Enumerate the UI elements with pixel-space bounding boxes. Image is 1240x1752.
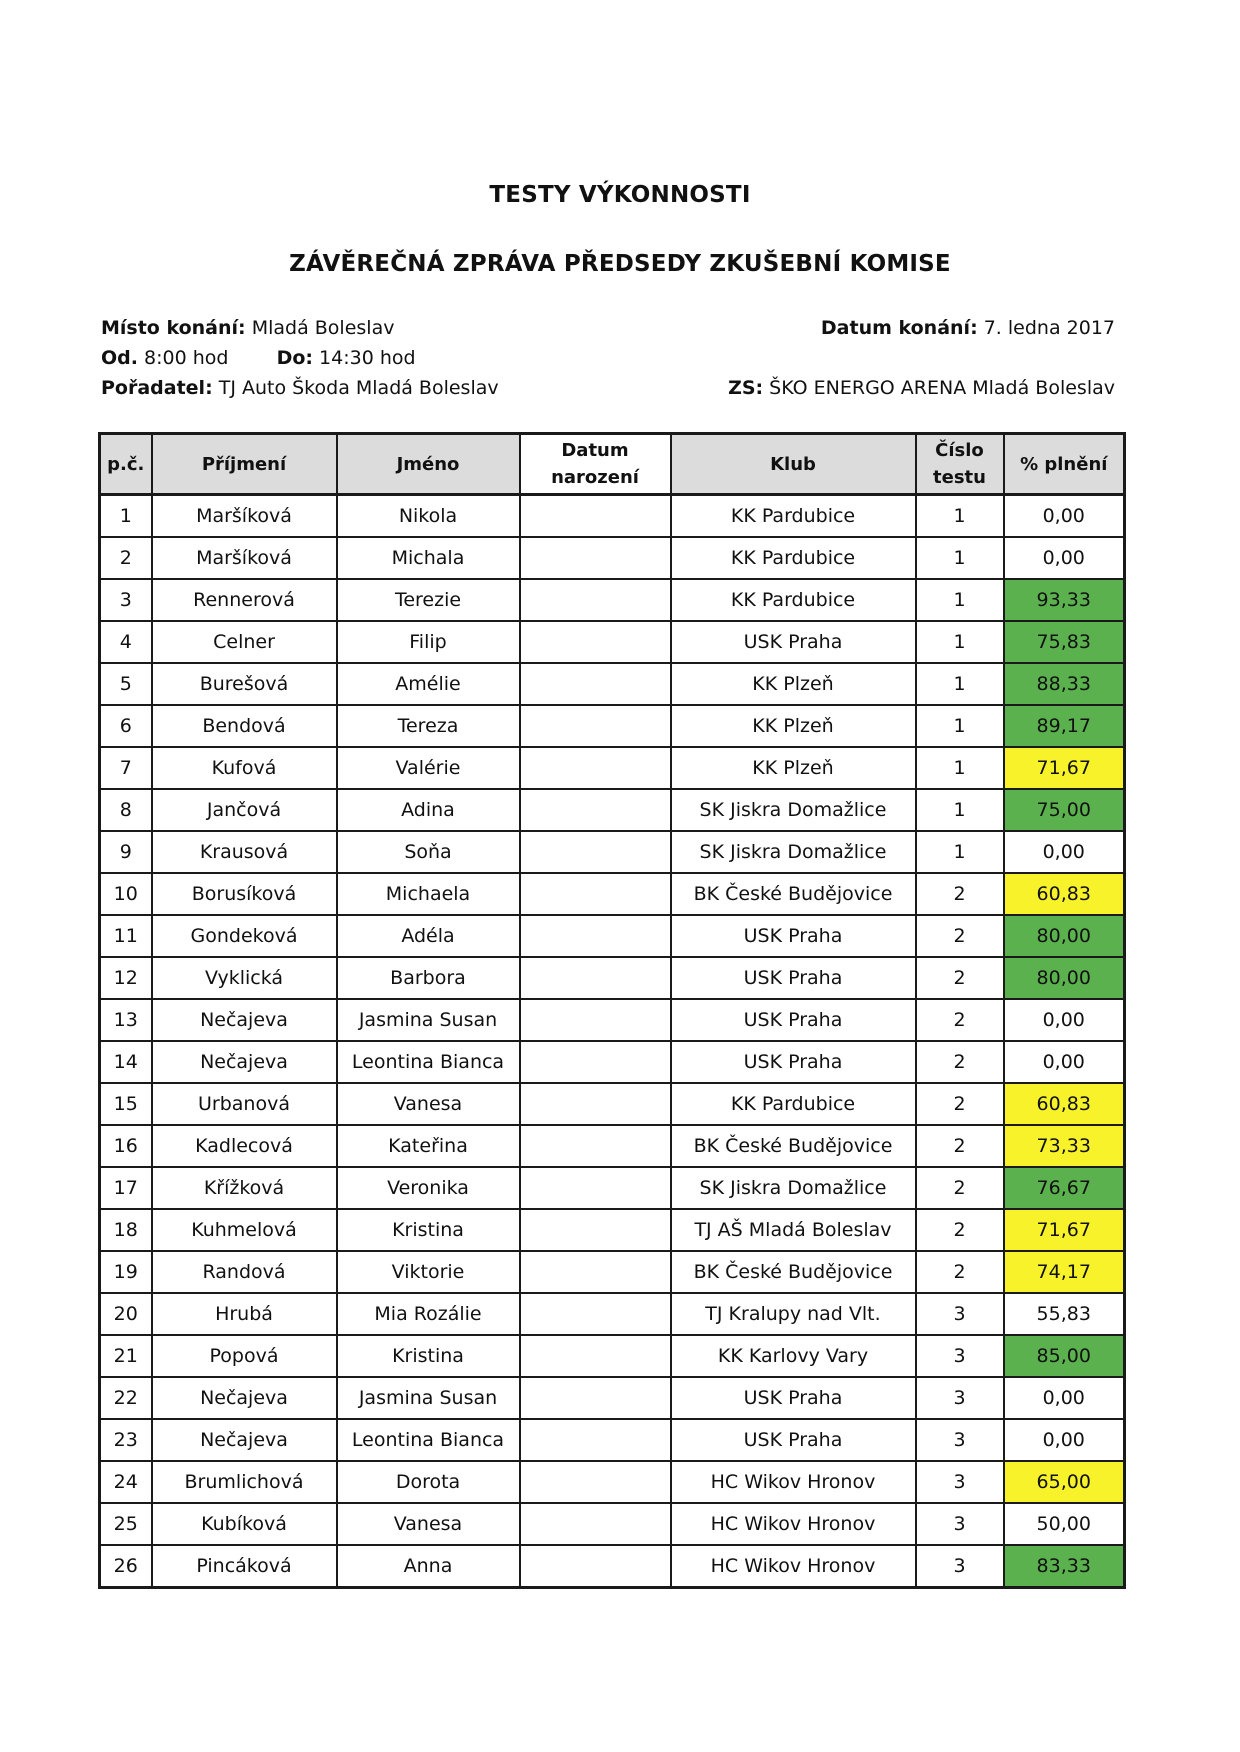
cell-pc: 12 <box>100 957 152 999</box>
place-value: Mladá Boleslav <box>251 317 395 339</box>
cell-name: Jasmina Susan <box>337 999 520 1041</box>
cell-percent: 0,00 <box>1004 999 1125 1041</box>
header-surname: Příjmení <box>152 434 337 495</box>
cell-name: Vanesa <box>337 1083 520 1125</box>
results-table <box>98 432 1126 1589</box>
cell-birth-date <box>520 1461 671 1503</box>
header-percent: % plnění <box>1004 434 1125 495</box>
document-title: TESTY VÝKONNOSTI <box>489 182 751 208</box>
cell-percent: 75,83 <box>1004 621 1125 663</box>
cell-pc: 17 <box>100 1167 152 1209</box>
cell-percent: 80,00 <box>1004 915 1125 957</box>
cell-surname: Křížková <box>152 1167 337 1209</box>
table-row <box>100 1461 1125 1503</box>
table-row <box>100 537 1125 579</box>
cell-test-number: 3 <box>916 1335 1004 1377</box>
to-value: 14:30 hod <box>319 347 416 369</box>
table-row <box>100 1251 1125 1293</box>
cell-pc: 19 <box>100 1251 152 1293</box>
cell-surname: Maršíková <box>152 537 337 579</box>
cell-test-number: 1 <box>916 495 1004 538</box>
table-row <box>100 1419 1125 1461</box>
zs-value: ŠKO ENERGO ARENA Mladá Boleslav <box>769 377 1115 399</box>
cell-surname: Celner <box>152 621 337 663</box>
cell-pc: 5 <box>100 663 152 705</box>
organizer-line <box>101 377 499 399</box>
place-line <box>101 317 394 339</box>
cell-birth-date <box>520 1545 671 1588</box>
cell-club: KK Pardubice <box>671 537 916 579</box>
cell-name: Adina <box>337 789 520 831</box>
cell-pc: 6 <box>100 705 152 747</box>
cell-percent: 83,33 <box>1004 1545 1125 1588</box>
table-row <box>100 579 1125 621</box>
date-label: Datum konání: <box>820 317 978 339</box>
cell-club: USK Praha <box>671 1419 916 1461</box>
cell-club: TJ AŠ Mladá Boleslav <box>671 1209 916 1251</box>
cell-name: Kristina <box>337 1209 520 1251</box>
cell-surname: Borusíková <box>152 873 337 915</box>
cell-name: Vanesa <box>337 1503 520 1545</box>
cell-surname: Randová <box>152 1251 337 1293</box>
cell-pc: 1 <box>100 495 152 538</box>
cell-name: Adéla <box>337 915 520 957</box>
cell-surname: Jančová <box>152 789 337 831</box>
table-row <box>100 1293 1125 1335</box>
cell-birth-date <box>520 1293 671 1335</box>
cell-pc: 2 <box>100 537 152 579</box>
cell-test-number: 1 <box>916 831 1004 873</box>
table-row <box>100 1377 1125 1419</box>
cell-test-number: 3 <box>916 1545 1004 1588</box>
cell-surname: Nečajeva <box>152 1041 337 1083</box>
cell-club: TJ Kralupy nad Vlt. <box>671 1293 916 1335</box>
cell-test-number: 1 <box>916 621 1004 663</box>
cell-percent: 73,33 <box>1004 1125 1125 1167</box>
cell-club: USK Praha <box>671 1377 916 1419</box>
cell-name: Kateřina <box>337 1125 520 1167</box>
cell-name: Barbora <box>337 957 520 999</box>
table-row <box>100 957 1125 999</box>
table-row <box>100 621 1125 663</box>
cell-club: USK Praha <box>671 621 916 663</box>
cell-birth-date <box>520 1419 671 1461</box>
cell-percent: 85,00 <box>1004 1335 1125 1377</box>
table-row <box>100 495 1125 538</box>
from-value: 8:00 hod <box>144 347 229 369</box>
cell-name: Viktorie <box>337 1251 520 1293</box>
header-test-line2: testu <box>933 467 986 488</box>
cell-club: BK České Budějovice <box>671 873 916 915</box>
cell-surname: Nečajeva <box>152 999 337 1041</box>
cell-birth-date <box>520 1083 671 1125</box>
cell-percent: 89,17 <box>1004 705 1125 747</box>
cell-percent: 60,83 <box>1004 873 1125 915</box>
cell-birth-date <box>520 495 671 538</box>
cell-pc: 25 <box>100 1503 152 1545</box>
cell-birth-date <box>520 1251 671 1293</box>
cell-pc: 3 <box>100 579 152 621</box>
header-pc: p.č. <box>100 434 152 495</box>
cell-test-number: 2 <box>916 1167 1004 1209</box>
to-label: Do: <box>276 347 313 369</box>
cell-name: Veronika <box>337 1167 520 1209</box>
cell-test-number: 2 <box>916 1041 1004 1083</box>
cell-test-number: 1 <box>916 747 1004 789</box>
cell-surname: Urbanová <box>152 1083 337 1125</box>
header-club: Klub <box>671 434 916 495</box>
cell-name: Jasmina Susan <box>337 1377 520 1419</box>
cell-surname: Nečajeva <box>152 1419 337 1461</box>
table-body <box>100 495 1125 1588</box>
cell-surname: Maršíková <box>152 495 337 538</box>
cell-test-number: 2 <box>916 915 1004 957</box>
cell-test-number: 1 <box>916 537 1004 579</box>
cell-test-number: 1 <box>916 705 1004 747</box>
cell-test-number: 1 <box>916 789 1004 831</box>
cell-surname: Popová <box>152 1335 337 1377</box>
cell-test-number: 1 <box>916 579 1004 621</box>
cell-percent: 0,00 <box>1004 1419 1125 1461</box>
cell-surname: Bendová <box>152 705 337 747</box>
cell-club: BK České Budějovice <box>671 1251 916 1293</box>
cell-birth-date <box>520 999 671 1041</box>
cell-surname: Vyklická <box>152 957 337 999</box>
cell-club: SK Jiskra Domažlice <box>671 789 916 831</box>
header-birth-line2: narození <box>551 467 639 488</box>
table-row <box>100 999 1125 1041</box>
cell-birth-date <box>520 1377 671 1419</box>
table-row <box>100 747 1125 789</box>
cell-birth-date <box>520 1167 671 1209</box>
cell-percent: 0,00 <box>1004 831 1125 873</box>
cell-birth-date <box>520 537 671 579</box>
cell-pc: 15 <box>100 1083 152 1125</box>
cell-name: Michaela <box>337 873 520 915</box>
cell-club: USK Praha <box>671 1041 916 1083</box>
cell-percent: 50,00 <box>1004 1503 1125 1545</box>
cell-test-number: 1 <box>916 663 1004 705</box>
cell-pc: 4 <box>100 621 152 663</box>
cell-name: Anna <box>337 1545 520 1588</box>
table-row <box>100 1503 1125 1545</box>
header-test-number <box>916 434 1004 495</box>
table-header-row <box>100 434 1125 495</box>
cell-percent: 71,67 <box>1004 747 1125 789</box>
zs-label: ZS: <box>728 377 764 399</box>
table-row <box>100 1335 1125 1377</box>
cell-name: Nikola <box>337 495 520 538</box>
cell-surname: Kuhmelová <box>152 1209 337 1251</box>
cell-pc: 26 <box>100 1545 152 1588</box>
cell-birth-date <box>520 1041 671 1083</box>
cell-club: USK Praha <box>671 957 916 999</box>
cell-pc: 13 <box>100 999 152 1041</box>
time-line <box>101 347 416 369</box>
place-label: Místo konání: <box>101 317 246 339</box>
table-row <box>100 789 1125 831</box>
from-label: Od. <box>101 347 138 369</box>
table-row <box>100 705 1125 747</box>
cell-test-number: 3 <box>916 1503 1004 1545</box>
cell-test-number: 2 <box>916 999 1004 1041</box>
cell-birth-date <box>520 831 671 873</box>
cell-test-number: 2 <box>916 1251 1004 1293</box>
cell-percent: 55,83 <box>1004 1293 1125 1335</box>
cell-club: HC Wikov Hronov <box>671 1503 916 1545</box>
cell-name: Leontina Bianca <box>337 1419 520 1461</box>
cell-name: Dorota <box>337 1461 520 1503</box>
cell-club: USK Praha <box>671 915 916 957</box>
header-birth-date <box>520 434 671 495</box>
cell-pc: 7 <box>100 747 152 789</box>
document-subtitle: ZÁVĚREČNÁ ZPRÁVA PŘEDSEDY ZKUŠEBNÍ KOMISE <box>289 251 951 277</box>
cell-pc: 20 <box>100 1293 152 1335</box>
cell-surname: Kufová <box>152 747 337 789</box>
cell-name: Michala <box>337 537 520 579</box>
cell-birth-date <box>520 621 671 663</box>
cell-surname: Hrubá <box>152 1293 337 1335</box>
table-row <box>100 1545 1125 1588</box>
table-row <box>100 831 1125 873</box>
cell-test-number: 3 <box>916 1461 1004 1503</box>
cell-club: HC Wikov Hronov <box>671 1545 916 1588</box>
cell-club: HC Wikov Hronov <box>671 1461 916 1503</box>
cell-percent: 0,00 <box>1004 537 1125 579</box>
cell-surname: Krausová <box>152 831 337 873</box>
cell-name: Tereza <box>337 705 520 747</box>
cell-birth-date <box>520 1125 671 1167</box>
organizer-value: TJ Auto Škoda Mladá Boleslav <box>218 377 499 399</box>
table-row <box>100 663 1125 705</box>
cell-club: KK Pardubice <box>671 1083 916 1125</box>
header-test-line1: Číslo <box>935 440 984 461</box>
cell-test-number: 2 <box>916 957 1004 999</box>
cell-club: USK Praha <box>671 999 916 1041</box>
cell-name: Mia Rozálie <box>337 1293 520 1335</box>
header-name: Jméno <box>337 434 520 495</box>
cell-birth-date <box>520 957 671 999</box>
cell-surname: Kubíková <box>152 1503 337 1545</box>
cell-pc: 14 <box>100 1041 152 1083</box>
table-row <box>100 1125 1125 1167</box>
cell-percent: 88,33 <box>1004 663 1125 705</box>
cell-pc: 16 <box>100 1125 152 1167</box>
cell-birth-date <box>520 663 671 705</box>
cell-pc: 21 <box>100 1335 152 1377</box>
table-row <box>100 1041 1125 1083</box>
cell-name: Filip <box>337 621 520 663</box>
header-birth-line1: Datum <box>561 440 629 461</box>
cell-name: Kristina <box>337 1335 520 1377</box>
cell-test-number: 3 <box>916 1293 1004 1335</box>
cell-test-number: 3 <box>916 1377 1004 1419</box>
cell-surname: Nečajeva <box>152 1377 337 1419</box>
cell-surname: Kadlecová <box>152 1125 337 1167</box>
cell-name: Valérie <box>337 747 520 789</box>
cell-club: KK Plzeň <box>671 663 916 705</box>
zs-line <box>728 377 1115 399</box>
cell-club: SK Jiskra Domažlice <box>671 831 916 873</box>
cell-test-number: 3 <box>916 1419 1004 1461</box>
cell-percent: 75,00 <box>1004 789 1125 831</box>
date-value: 7. ledna 2017 <box>983 317 1115 339</box>
cell-club: KK Pardubice <box>671 579 916 621</box>
table-row <box>100 915 1125 957</box>
cell-surname: Rennerová <box>152 579 337 621</box>
cell-birth-date <box>520 915 671 957</box>
cell-birth-date <box>520 1209 671 1251</box>
cell-birth-date <box>520 705 671 747</box>
cell-surname: Pincáková <box>152 1545 337 1588</box>
cell-percent: 0,00 <box>1004 1041 1125 1083</box>
cell-test-number: 2 <box>916 1083 1004 1125</box>
cell-birth-date <box>520 873 671 915</box>
cell-birth-date <box>520 789 671 831</box>
cell-test-number: 2 <box>916 1125 1004 1167</box>
cell-club: KK Pardubice <box>671 495 916 538</box>
organizer-label: Pořadatel: <box>101 377 213 399</box>
cell-club: BK České Budějovice <box>671 1125 916 1167</box>
cell-percent: 60,83 <box>1004 1083 1125 1125</box>
cell-pc: 24 <box>100 1461 152 1503</box>
cell-test-number: 2 <box>916 873 1004 915</box>
cell-pc: 23 <box>100 1419 152 1461</box>
cell-surname: Gondeková <box>152 915 337 957</box>
cell-percent: 0,00 <box>1004 495 1125 538</box>
table-row <box>100 1209 1125 1251</box>
cell-birth-date <box>520 1503 671 1545</box>
cell-pc: 10 <box>100 873 152 915</box>
cell-percent: 80,00 <box>1004 957 1125 999</box>
cell-club: SK Jiskra Domažlice <box>671 1167 916 1209</box>
table-row <box>100 873 1125 915</box>
table-row <box>100 1083 1125 1125</box>
cell-percent: 76,67 <box>1004 1167 1125 1209</box>
cell-test-number: 2 <box>916 1209 1004 1251</box>
cell-percent: 93,33 <box>1004 579 1125 621</box>
cell-percent: 65,00 <box>1004 1461 1125 1503</box>
cell-club: KK Plzeň <box>671 705 916 747</box>
cell-club: KK Karlovy Vary <box>671 1335 916 1377</box>
cell-birth-date <box>520 1335 671 1377</box>
cell-surname: Burešová <box>152 663 337 705</box>
date-line <box>821 317 1115 339</box>
cell-name: Amélie <box>337 663 520 705</box>
cell-name: Soňa <box>337 831 520 873</box>
cell-surname: Brumlichová <box>152 1461 337 1503</box>
cell-percent: 74,17 <box>1004 1251 1125 1293</box>
table-row <box>100 1167 1125 1209</box>
cell-club: KK Plzeň <box>671 747 916 789</box>
cell-pc: 9 <box>100 831 152 873</box>
cell-pc: 8 <box>100 789 152 831</box>
cell-birth-date <box>520 747 671 789</box>
cell-pc: 18 <box>100 1209 152 1251</box>
cell-name: Terezie <box>337 579 520 621</box>
cell-percent: 0,00 <box>1004 1377 1125 1419</box>
cell-pc: 11 <box>100 915 152 957</box>
cell-name: Leontina Bianca <box>337 1041 520 1083</box>
cell-birth-date <box>520 579 671 621</box>
cell-percent: 71,67 <box>1004 1209 1125 1251</box>
cell-pc: 22 <box>100 1377 152 1419</box>
